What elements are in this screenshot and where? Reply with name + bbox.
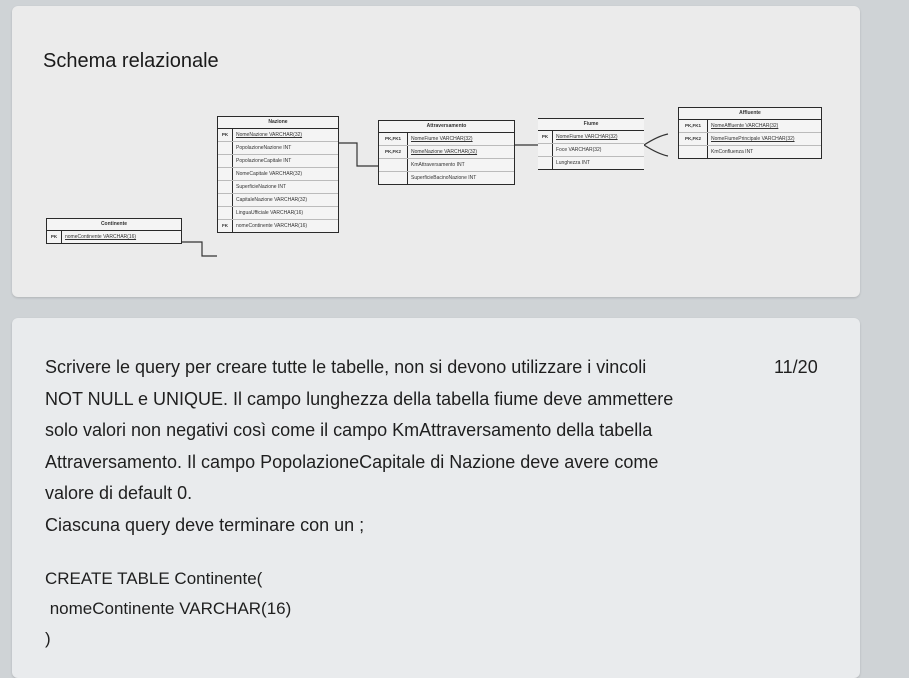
er-field: NomeFiume VARCHAR(32) — [411, 136, 473, 142]
er-field: Foce VARCHAR(32) — [556, 147, 602, 153]
er-field: NomeAffluente VARCHAR(32) — [711, 123, 779, 129]
er-key — [679, 146, 708, 158]
er-table-attraversamento — [378, 120, 515, 185]
er-row — [679, 146, 821, 158]
er-table-nazione — [217, 116, 339, 233]
er-row — [218, 129, 338, 142]
er-field: NomeFiume VARCHAR(32) — [556, 134, 618, 140]
er-key — [538, 157, 553, 169]
er-key — [379, 172, 408, 184]
er-table-name: Fiume — [538, 119, 644, 131]
er-table-fiume — [538, 118, 644, 170]
er-row — [379, 159, 514, 172]
er-row — [218, 194, 338, 207]
er-field: KmAttraversamento INT — [411, 162, 465, 168]
er-key — [218, 155, 233, 167]
er-row — [47, 231, 181, 243]
er-key — [538, 144, 553, 156]
er-table-name: Nazione — [218, 117, 338, 129]
er-field: SuperficieBacinoNazione INT — [411, 175, 477, 181]
er-field: PopolazioneCapitale INT — [236, 158, 292, 164]
er-key: FK — [218, 220, 233, 232]
section-title: Schema relazionale — [43, 50, 219, 72]
er-field: NomeNazione VARCHAR(32) — [411, 149, 478, 155]
er-key — [218, 181, 233, 193]
er-row — [218, 155, 338, 168]
score-label: 11/20 — [774, 357, 818, 377]
er-key — [379, 159, 408, 171]
er-row — [218, 142, 338, 155]
er-key: PK,FK2 — [679, 133, 708, 145]
er-key — [218, 194, 233, 206]
er-key: PK — [218, 129, 233, 141]
er-field: PopolazioneNazione INT — [236, 145, 292, 151]
er-table-name: Attraversamento — [379, 121, 514, 133]
er-table-affluente — [678, 107, 822, 159]
er-field: SuperficieNazione INT — [236, 184, 287, 190]
er-field: LinguaUfficiale VARCHAR(16) — [236, 210, 304, 216]
question-text: Scrivere le query per creare tutte le tabelle, non si devono utilizzare i vincoli NOT NULL e UNIQUE. Il campo lunghezza della tabella fiume deve ammettere solo valori non negativi così come il campo KmAttraversamento della tabella Attraversamento. Il campo PopolazioneCapitale di Nazione deve avere come valore di default 0. Ciascuna query deve terminare con un ; — [45, 357, 674, 535]
er-row — [218, 168, 338, 181]
er-key: PK,FK1 — [379, 133, 408, 145]
er-key — [218, 168, 233, 180]
er-row — [679, 133, 821, 146]
er-table-continente — [46, 218, 182, 244]
answer-line: CREATE TABLE Continente( — [45, 569, 263, 588]
er-key: PK — [538, 131, 553, 143]
schema-card — [12, 6, 860, 297]
er-field: Lunghezza INT — [556, 160, 590, 166]
question-card — [12, 318, 860, 678]
answer-text[interactable] — [45, 564, 291, 654]
er-row — [379, 146, 514, 159]
er-field: NomeCapitale VARCHAR(32) — [236, 171, 303, 177]
er-field: nomeContinente VARCHAR(16) — [236, 223, 308, 229]
er-field: NomeFiumePrincipale VARCHAR(32) — [711, 136, 795, 142]
er-row — [538, 144, 644, 157]
er-key: PK,FK1 — [679, 120, 708, 132]
answer-line: ) — [45, 629, 51, 648]
er-row — [538, 157, 644, 169]
er-field: nomeContinente VARCHAR(16) — [65, 234, 137, 240]
answer-line: nomeContinente VARCHAR(16) — [45, 599, 292, 618]
er-key — [218, 207, 233, 219]
er-key — [218, 142, 233, 154]
er-row — [218, 207, 338, 220]
er-field: KmConfluenza INT — [711, 149, 754, 155]
er-table-name: Affluente — [679, 108, 821, 120]
er-table-name: Continente — [47, 219, 181, 231]
er-row — [538, 131, 644, 144]
er-row — [218, 220, 338, 232]
er-field: CapitaleNazione VARCHAR(32) — [236, 197, 308, 203]
er-row — [679, 120, 821, 133]
er-row — [218, 181, 338, 194]
er-key: PK,FK2 — [379, 146, 408, 158]
er-row — [379, 172, 514, 184]
er-field: NomeNazione VARCHAR(32) — [236, 132, 303, 138]
er-row — [379, 133, 514, 146]
er-key: PK — [47, 231, 62, 243]
